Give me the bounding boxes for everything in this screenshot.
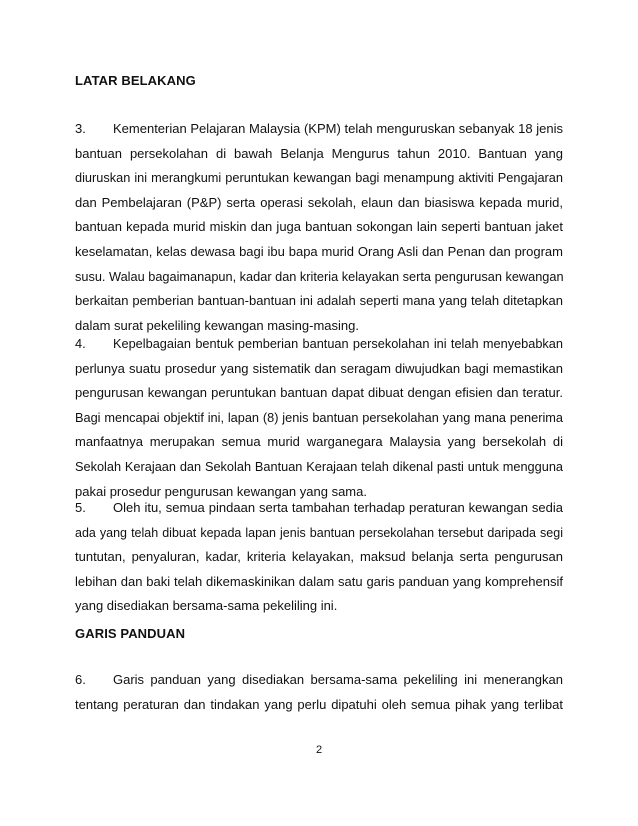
paragraph-line: tuntutan, penyaluran, kadar, kriteria kelayakan, maksud belanja serta pengurusan xyxy=(75,549,563,565)
paragraph-line: pakai prosedur pengurusan kewangan yang sama. xyxy=(75,483,367,499)
paragraph-line: lebihan dan baki telah dikemaskinikan dalam satu garis panduan yang komprehensif xyxy=(75,573,563,589)
paragraph-line: manfaatnya merupakan semua murid warganegara Malaysia yang bersekolah di xyxy=(75,434,563,450)
paragraph-line: yang disediakan bersama-sama pekeliling ini. xyxy=(75,598,338,614)
paragraph-line: Bagi mencapai objektif ini, lapan (8) jenis bantuan persekolahan yang mana penerima xyxy=(75,409,563,425)
paragraph-line: perlunya suatu prosedur yang sistematik dan seragam diwujudkan bagi memastikan xyxy=(75,360,563,376)
paragraph-number: 5. xyxy=(75,500,86,515)
paragraph-6 xyxy=(75,668,563,717)
paragraph-line: tentang peraturan dan tindakan yang perlu dipatuhi oleh semua pihak yang terlibat xyxy=(75,696,563,712)
paragraph-line: 4. Kepelbagaian bentuk pemberian bantuan persekolahan ini telah menyebabkan xyxy=(75,332,563,357)
paragraph-line: diuruskan ini merangkumi peruntukan kewangan bagi menampung aktiviti Pengajaran xyxy=(75,170,563,186)
paragraph-line: berkaitan pemberian bantuan-bantuan ini adalah seperti mana yang telah ditetapkan xyxy=(75,293,563,309)
section-heading-garis-panduan: GARIS PANDUAN xyxy=(75,626,186,641)
paragraph-number: 4. xyxy=(75,336,86,351)
paragraph-line: 6. Garis panduan yang disediakan bersama-sama pekeliling ini menerangkan xyxy=(75,668,563,693)
paragraph-number: 6. xyxy=(75,672,86,687)
page-number: 2 xyxy=(315,744,323,756)
paragraph-line: ada yang telah dibuat kepada lapan jenis bantuan persekolahan tersebut daripada segi xyxy=(75,525,563,540)
paragraph-number: 3. xyxy=(75,121,86,136)
section-heading-latar-belakang: LATAR BELAKANG xyxy=(75,73,196,88)
paragraph-4 xyxy=(75,332,563,504)
paragraph-line: keselamatan, kelas dewasa bagi ibu bapa murid Orang Asli dan Penan dan program xyxy=(75,243,563,259)
paragraph-5 xyxy=(75,496,563,619)
paragraph-line: 3. Kementerian Pelajaran Malaysia (KPM) telah menguruskan sebanyak 18 jenis xyxy=(75,117,563,142)
paragraph-line: dan Pembelajaran (P&P) serta operasi sekolah, elaun dan biasiswa kepada murid, xyxy=(75,194,563,210)
paragraph-line: dalam surat pekeliling kewangan masing-masing. xyxy=(75,317,359,333)
paragraph-line: bantuan kepada murid miskin dan juga bantuan sokongan lain seperti bantuan jaket xyxy=(75,219,563,235)
paragraph-line: Sekolah Kerajaan dan Sekolah Bantuan Kerajaan telah dikenal pasti untuk mengguna xyxy=(75,458,563,474)
paragraph-line: pengurusan kewangan peruntukan bantuan dapat dibuat dengan efisien dan teratur. xyxy=(75,385,563,401)
paragraph-line: 5. Oleh itu, semua pindaan serta tambahan terhadap peraturan kewangan sedia xyxy=(75,496,563,521)
paragraph-line: bantuan persekolahan di bawah Belanja Mengurus tahun 2010. Bantuan yang xyxy=(75,145,563,161)
paragraph-line: susu. Walau bagaimanapun, kadar dan kriteria kelayakan serta pengurusan kewangan xyxy=(75,268,564,284)
paragraph-3 xyxy=(75,117,563,338)
